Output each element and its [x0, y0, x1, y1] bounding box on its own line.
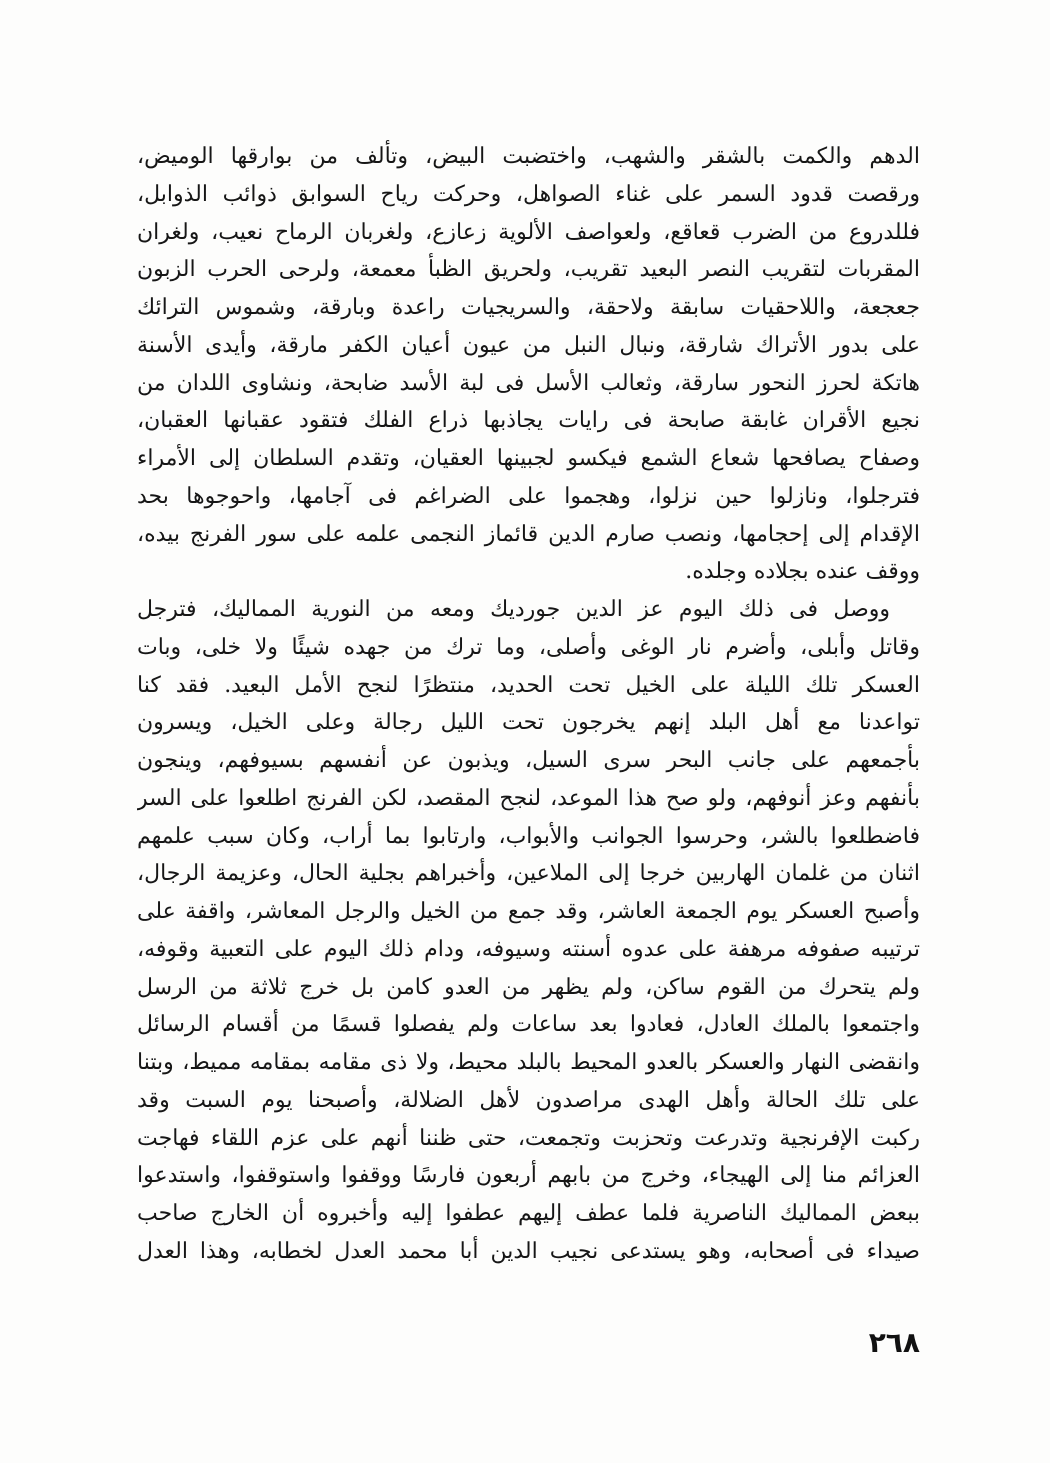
paragraph: [137, 591, 920, 1271]
text-line: على تلك الحالة وأهل الهدى مراصدون لأهل الضلالة، وأصبحنا يوم السبت وقد: [137, 1087, 920, 1113]
text-line: الدهم والكمت بالشقر والشهب، واختضبت البيض، وتألف من بوارقها الوميض،: [137, 144, 920, 169]
text-line: فترجلوا، ونازلوا حين نزلوا، وهجموا على الضراغم فى آجامها، واحوجوها بحد: [137, 483, 920, 509]
text-line: ولم يتحرك من القوم ساكن، ولم يظهر من العدو كامن بل خرج ثلاثة من الرسل: [137, 974, 920, 1000]
text-line: وأصبح العسكر يوم الجمعة العاشر، وقد جمع من الخيل والرجل المعاشر، واقفة على: [137, 899, 920, 924]
text-line: اثنان من غلمان الهاربين خرجا إلى الملاعين، وأخبراهم بجلية الحال، وعزيمة الرجال،: [137, 861, 920, 887]
text-line: جعجعة، واللاحقيات سابقة ولاحقة، والسريجيات راعدة وبارقة، وشموس الترائك: [137, 295, 920, 320]
text-line: ركبت الإفرنجية وتدرعت وتحزبت وتجمعت، حتى ظننا أنهم على عزم اللقاء فهاجت: [137, 1125, 920, 1151]
text-line: بأجمعهم على جانب البحر سرى السيل، ويذبون عن أنفسهم بسيوفهم، وينجون: [137, 748, 920, 773]
text-line: ووصل فى ذلك اليوم عز الدين جورديك ومعه من النورية المماليك، فترجل: [137, 597, 890, 622]
text-line: ورقصت قدود السمر على غناء الصواهل، وحركت رياح السوابق ذوائب الذوابل،: [137, 181, 920, 207]
text-line: المقربات لتقريب النصر البعيد تقريب، ولحريق الظبأ معمعة، ولرحى الحرب الزبون: [137, 257, 920, 283]
page-number: ٢٦٨: [868, 1326, 920, 1359]
text-line: ببعض المماليك الناصرية فلما عطف إليهم عطفوا إليه وأخبروه أن الخارج صاحب: [137, 1201, 920, 1226]
text-line: بأنفهم وعز أنوفهم، ولو صح هذا الموعد، لنجح المقصد، لكن الفرنج اطلعوا على السر: [137, 785, 920, 811]
text-line: ترتيبه صفوفه مرهفة على عدوه أسنته وسيوفه، ودام ذلك اليوم على التعبية وقوفه،: [137, 936, 920, 962]
text-line: وقاتل وأبلى، وأضرم نار الوغى وأصلى، وما ترك من جهده شيئًا ولا خلى، وبات: [137, 634, 920, 660]
text-line: صيداء فى أصحابه، وهو يستدعى نجيب الدين أبا محمد العدل لخطابه، وهذا العدل: [137, 1238, 920, 1264]
text-line: هاتكة لحرز النحور سارقة، وثعالب الأسل فى لبة الأسد ضابحة، ونشاوى اللدان من: [137, 370, 920, 396]
text-line: الإقدام إلى إحجامها، ونصب صارم الدين قائماز النجمى علمه على سور الفرنج بيده،: [137, 521, 920, 547]
text-line: على بدور الأتراك شارقة، ونبال النبل من عيون أعيان الكفر مارقة، وأيدى الأسنة: [137, 332, 920, 358]
text-line: وصفاح يصافحها شعاع الشمع فيكسو لجبينها العقيان، وتقدم السلطان إلى الأمراء: [137, 446, 920, 471]
body-text: [137, 138, 920, 1271]
text-line: وانقضى النهار والعسكر بالعدو المحيط بالبلد محيط، ولا ذى مقامه بمقامه مميط، وبتنا: [137, 1050, 920, 1075]
paragraph: [137, 138, 920, 591]
text-line: واجتمعوا بالملك العادل، فعادوا بعد ساعات ولم يفصلوا قسمًا من أقسام الرسائل: [137, 1012, 920, 1038]
text-line: العسكر تلك الليلة على الخيل تحت الحديد، منتظرًا لنجح الأمل البعيد. فقد كنا: [137, 672, 920, 698]
text-line: تواعدنا مع أهل البلد إنهم يخرجون تحت الليل رجالة وعلى الخيل، ويسرون: [137, 710, 920, 736]
text-line: فللدروع من الضرب قعاقع، ولعواصف الألوية زعازع، ولغربان الرماح نعيب، ولغران: [137, 219, 920, 245]
text-line: العزائم منا إلى الهيجاء، وخرج من بابهم أربعون فارسًا ووقفوا واستوقفوا، واستدعوا: [137, 1163, 920, 1189]
text-line: نجيع الأقران غابقة صابحة فى رايات يجاذبها ذراع الفلك فتقود عقبانها العقبان،: [137, 408, 920, 434]
text-line: فاضطلعوا بالشر، وحرسوا الجوانب والأبواب، وارتابوا بما أراب، وكان سبب علمهم: [137, 823, 920, 849]
text-line: ووقف عنده بجلاده وجلده.: [685, 559, 920, 585]
